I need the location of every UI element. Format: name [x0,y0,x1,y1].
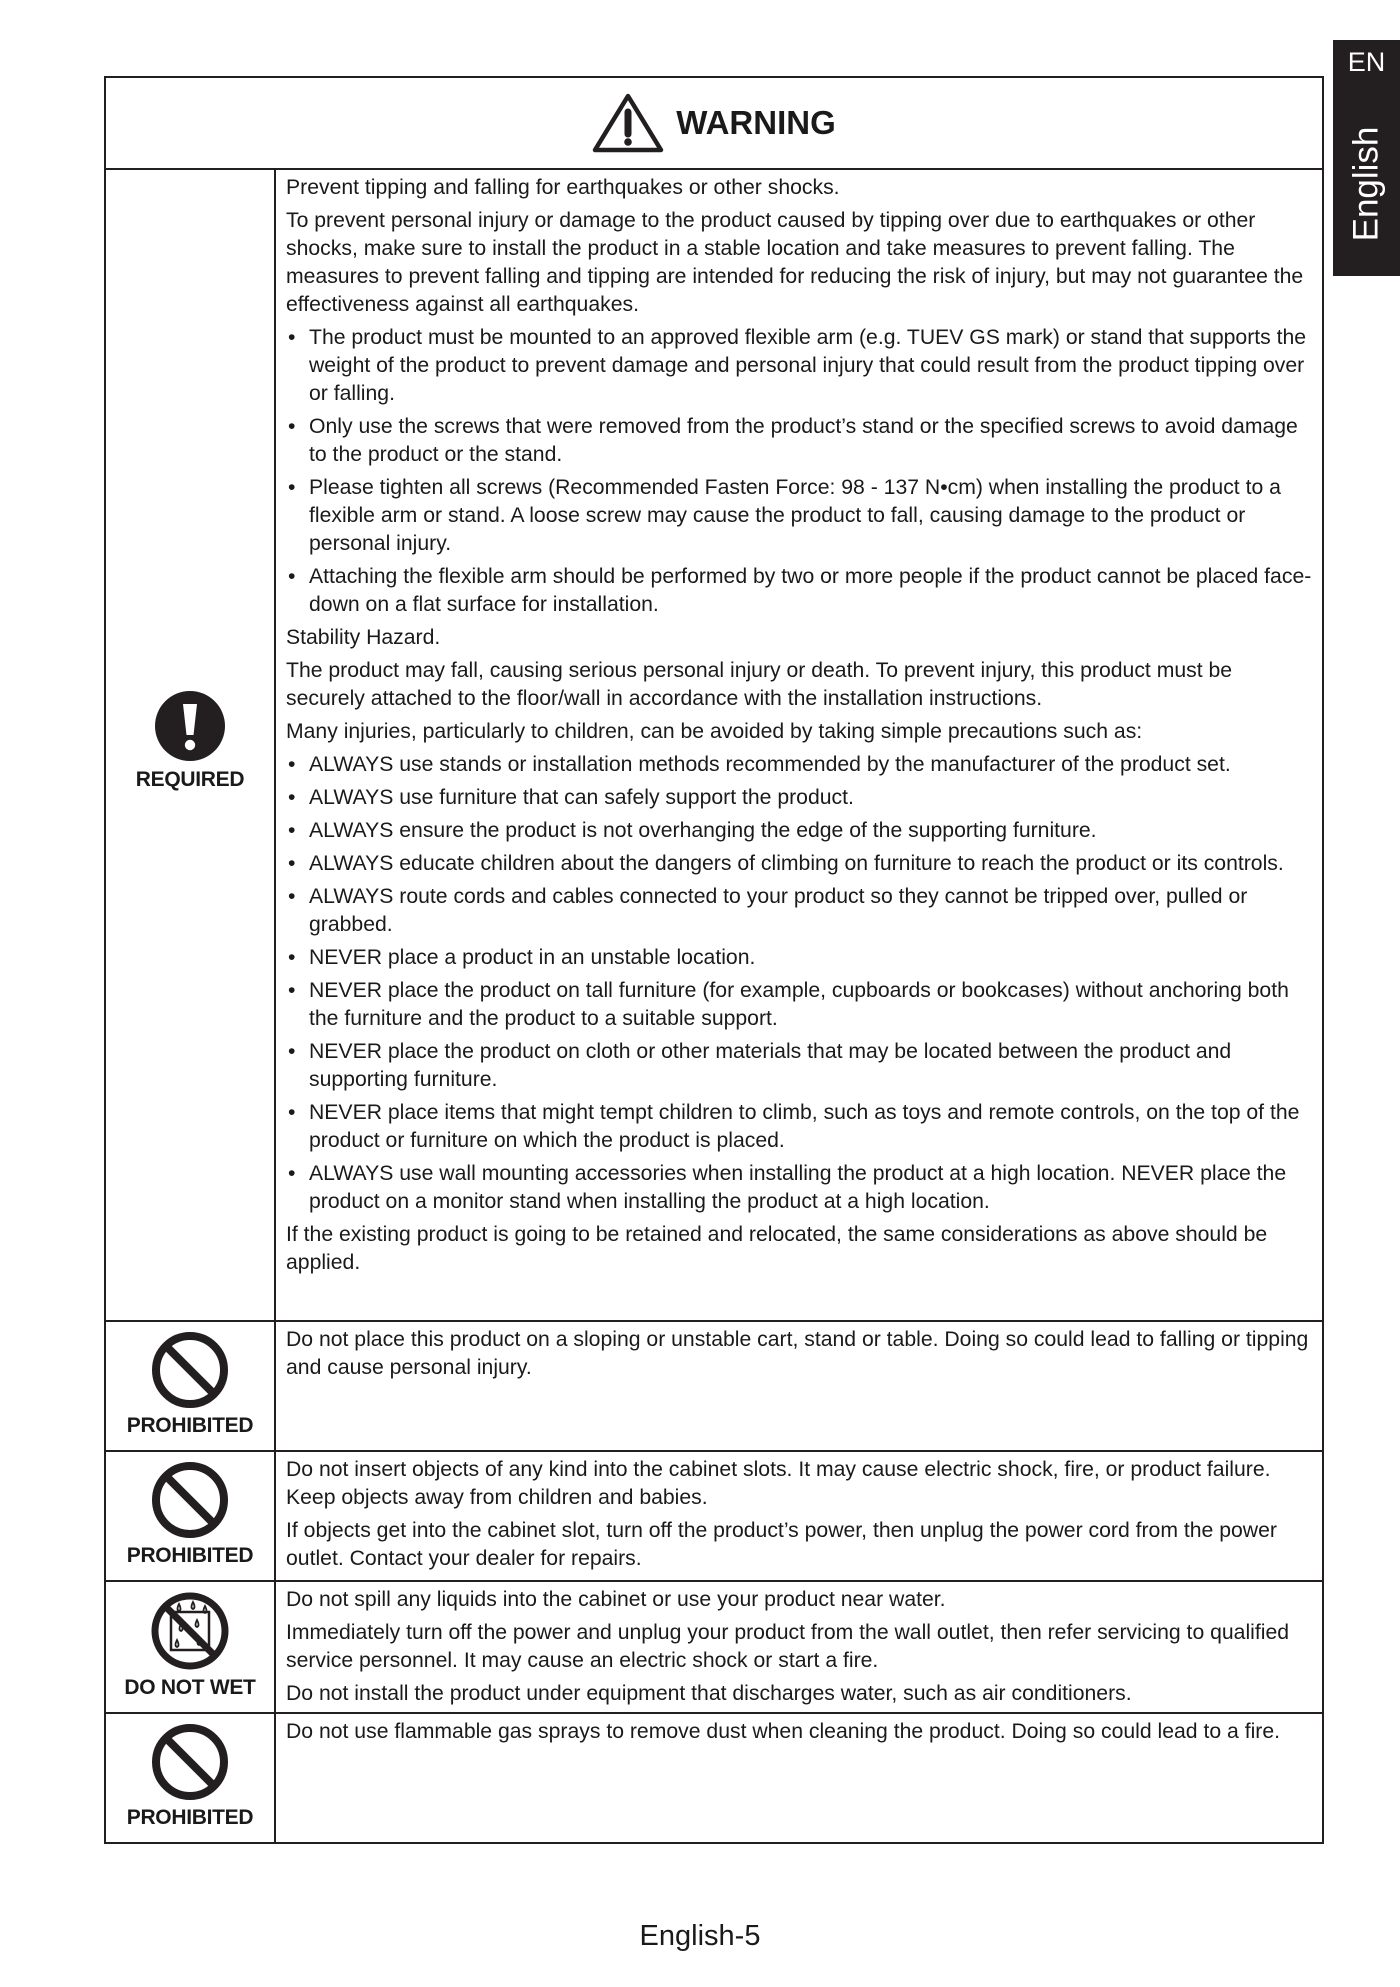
install-bullet-list [286,324,1312,619]
do-not-wet-text-2: Immediately turn off the power and unplug your product from the wall outlet, then refer servicing to qualified service personnel. It may cause an electric shock or start a fire. [286,1621,1290,1672]
stability-heading: Stability Hazard. [286,626,441,649]
precaution-bullet-list [286,751,1312,1216]
prohibited-text [276,1322,1322,1450]
list-item: • ALWAYS educate children about the dangers of climbing on furniture to reach the product or its controls. [286,850,1312,878]
prohibited-icon [150,1330,230,1410]
prohibited-label: PROHIBITED [126,1806,254,1829]
language-tab [1333,40,1400,276]
list-item: • ALWAYS ensure the product is not overhanging the edge of the supporting furniture. [286,817,1312,845]
prohibited-row-gas [106,1712,1322,1842]
warning-title: WARNING [676,104,836,141]
warning-header [106,78,1322,170]
intro-text: To prevent personal injury or damage to the product caused by tipping over due to earthquakes or other shocks, make sure to install the product in a stable location and take measures to prevent falling. The measures to prevent falling and tipping are intended for reducing the risk of injury, but may not guarantee the effectiveness against all earthquakes. [286,209,1304,316]
do-not-wet-text-1: Do not spill any liquids into the cabinet or use your product near water. [286,1588,946,1611]
list-item: • NEVER place the product on tall furniture (for example, cupboards or bookcases) without anchoring both the furniture and the product to a suitable support. [286,977,1312,1033]
do-not-wet-icon [149,1590,231,1672]
stability-text: The product may fall, causing serious personal injury or death. To prevent injury, this product must be securely attached to the floor/wall in accordance with the installation instructions. [286,659,1233,710]
language-name: English [1346,126,1386,242]
list-item: • NEVER place a product in an unstable location. [286,944,1312,972]
prohibited-text [276,1714,1322,1842]
prohibited-icon-cell [106,1452,276,1580]
list-item: • Only use the screws that were removed from the product’s stand or the specified screws to avoid damage to the product or the stand. [286,413,1312,469]
prohibited-row-slots [106,1450,1322,1580]
list-item: • The product must be mounted to an approved flexible arm (e.g. TUEV GS mark) or stand that supports the weight of the product to prevent damage and personal injury that could result from the product tipping over or falling. [286,324,1312,408]
prohibited-slots-text-1: Do not insert objects of any kind into the cabinet slots. It may cause electric shock, fire, or product failure. Keep objects away from children and babies. [286,1458,1271,1509]
prohibited-icon-cell [106,1714,276,1842]
list-item: • ALWAYS use wall mounting accessories when installing the product at a high location. NEVER place the product on a monitor stand when installing the product at a high location. [286,1160,1312,1216]
do-not-wet-icon-cell [106,1582,276,1712]
list-item: • NEVER place the product on cloth or other materials that may be located between the product and supporting furniture. [286,1038,1312,1094]
do-not-wet-row [106,1580,1322,1712]
intro-heading: Prevent tipping and falling for earthquakes or other shocks. [286,176,840,199]
required-row [106,170,1322,1320]
language-code: EN [1347,47,1386,77]
required-text [276,170,1322,1320]
list-item: • Attaching the flexible arm should be performed by two or more people if the product cannot be placed face-down on a flat surface for installation. [286,563,1312,619]
precautions-intro: Many injuries, particularly to children, can be avoided by taking simple precautions such as: [286,720,1143,743]
warning-table [104,76,1324,1844]
prohibited-label: PROHIBITED [126,1414,254,1437]
do-not-wet-text-3: Do not install the product under equipment that discharges water, such as air conditioners. [286,1682,1132,1705]
list-item: • ALWAYS use furniture that can safely support the product. [286,784,1312,812]
required-icon-cell [106,170,276,1320]
prohibited-gas-text: Do not use flammable gas sprays to remove dust when cleaning the product. Doing so could lead to a fire. [286,1720,1281,1743]
list-item: • ALWAYS route cords and cables connected to your product so they cannot be tripped over, pulled or grabbed. [286,883,1312,939]
page-number: English-5 [639,1920,761,1952]
prohibited-text [276,1452,1322,1580]
prohibited-icon [150,1460,230,1540]
required-label: REQUIRED [135,768,245,791]
exclamation-icon [154,690,226,762]
warning-triangle-icon [592,93,664,153]
closing-text: If the existing product is going to be retained and relocated, the same considerations as above should be applied. [286,1223,1268,1274]
list-item: • NEVER place items that might tempt children to climb, such as toys and remote controls, on the top of the product or furniture on which the product is placed. [286,1099,1312,1155]
prohibited-slots-text-2: If objects get into the cabinet slot, turn off the product’s power, then unplug the power cord from the power outlet. Contact your dealer for repairs. [286,1519,1277,1570]
prohibited-label: PROHIBITED [126,1544,254,1567]
list-item: • ALWAYS use stands or installation methods recommended by the manufacturer of the product set. [286,751,1312,779]
prohibited-icon-cell [106,1322,276,1450]
do-not-wet-label: DO NOT WET [124,1676,256,1699]
prohibited-icon [150,1722,230,1802]
list-item: • Please tighten all screws (Recommended Fasten Force: 98 - 137 N•cm) when installing the product to a flexible arm or stand. A loose screw may cause the product to fall, causing damage to the product or personal injury. [286,474,1312,558]
do-not-wet-text [276,1582,1322,1712]
prohibited-cart-text: Do not place this product on a sloping or unstable cart, stand or table. Doing so could lead to falling or tipping and cause personal injury. [286,1328,1309,1379]
prohibited-row-cart [106,1320,1322,1450]
